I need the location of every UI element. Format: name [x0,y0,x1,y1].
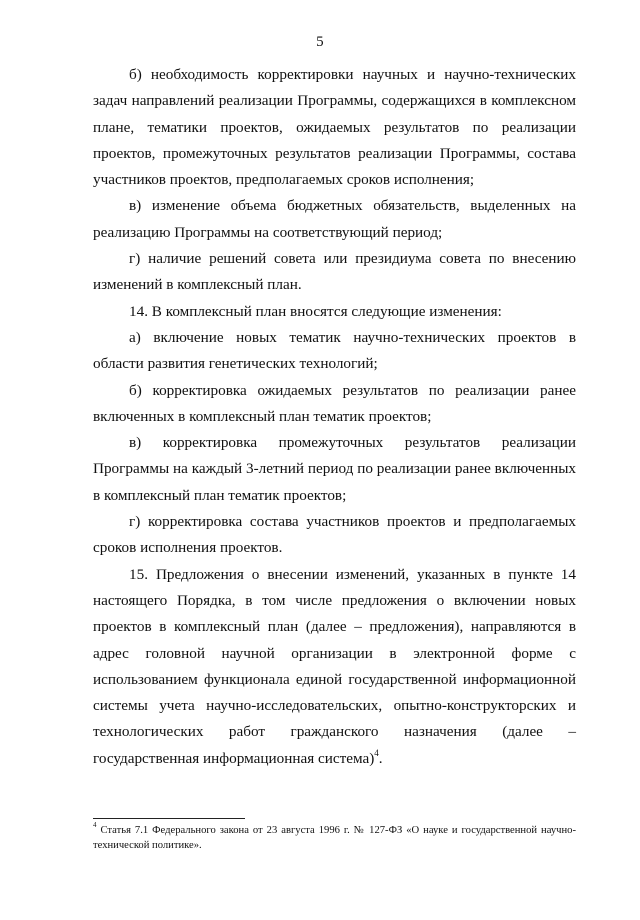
paragraph-14-heading: 14. В комплексный план вносятся следующие изменения: [129,302,502,320]
page-number: 5 [316,34,324,50]
footnote-divider [93,818,245,819]
document-body [93,62,576,772]
footnote-reference: 4 [374,747,379,758]
footnote-marker: 4 [93,821,97,830]
paragraph-14b-reason: б) необходимость корректировки научных и научно-технических задач направлений реализации Программы, содержащихся в комплексном плане, тематики проектов, ожидаемых результатов по реализации проектов, промежуточных результатов реализации Программы, состава участников проектов, предполагаемых сроков исполнения; [93,66,576,189]
paragraph-15-text: 15. Предложения о внесении изменений, указанных в пункте 14 настоящего Порядка, в том числе предложения о включении новых проектов в комплексный план (далее – предложения), направляются в адрес головной научной организации в электронной форме с использованием функционала единой государственной информационной системы учета научно-исследовательских, опытно-конструкторских и технологических работ гражданского назначения (далее – государственная информационная система) [93,565,576,767]
paragraph-14g-reason: г) наличие решений совета или президиума совета по внесению изменений в комплексный план. [93,250,576,294]
paragraph-15: 15. Предложения о внесении изменений, указанных в пункте 14 настоящего Порядка, в том числе предложения о включении новых проектов в комплексный план (далее – предложения), направляются в адрес головной научной организации в электронной форме с использованием функционала единой государственной информационной системы учета научно-исследовательских, опытно-конструкторских и технологических работ гражданского назначения (далее – государственная информационная система)$^4$. [93,565,576,767]
paragraph-14g-change: г) корректировка состава участников проектов и предполагаемых сроков исполнения проектов. [93,513,576,557]
paragraph-14v-change: в) корректировка промежуточных результатов реализации Программы на каждый 3-летний период по реализации ранее включенных в комплексный план тематик проектов; [93,434,576,504]
paragraph-14v-reason: в) изменение объема бюджетных обязательств, выделенных на реализацию Программы на соответствующий период; [93,197,576,241]
footnote [93,823,576,853]
paragraph-14a-change: а) включение новых тематик научно-технических проектов в области развития генетических технологий; [93,328,576,373]
footnote-text: Статья 7.1 Федерального закона от 23 августа 1996 г. № 127-ФЗ «О науке и государственной научно-технической политике». [93,825,576,851]
paragraph-14b-change: б) корректировка ожидаемых результатов по реализации ранее включенных в комплексный план тематик проектов; [93,381,576,425]
